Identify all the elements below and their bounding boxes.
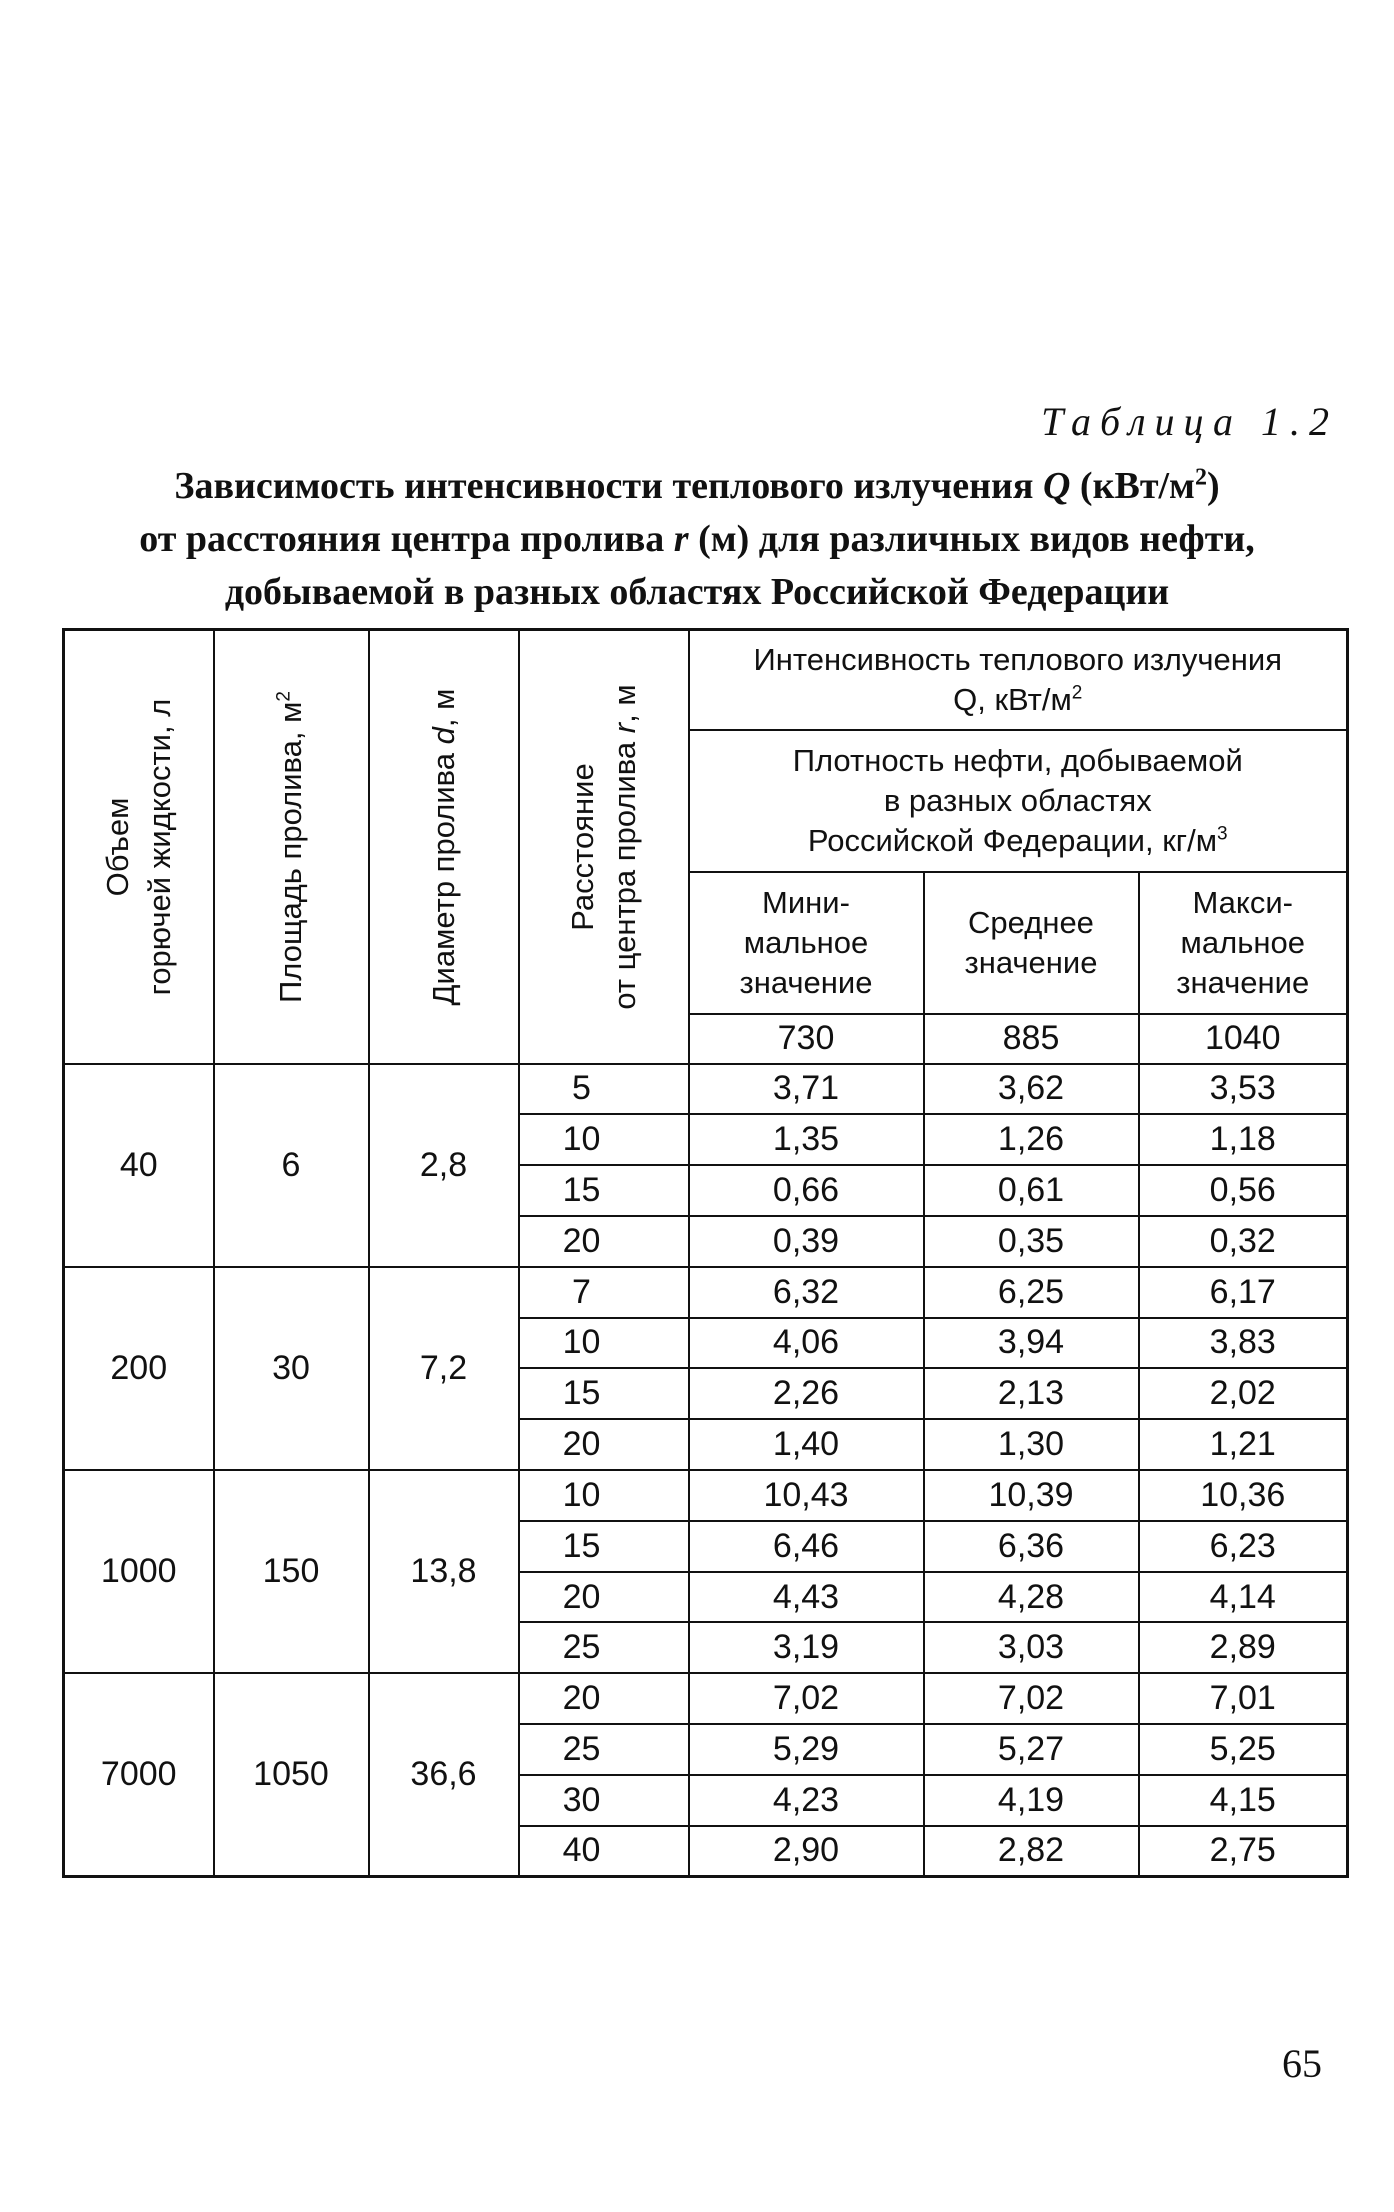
cell-distance: 15 xyxy=(519,1521,689,1572)
cell-avg: 4,28 xyxy=(924,1572,1139,1623)
header-density: Плотность нефти, добываемой в разных областях Российской Федерации, $кг/м^3$ xyxy=(689,730,1348,872)
cell-distance: 15 xyxy=(519,1368,689,1419)
cell-min: 5,29 xyxy=(689,1724,924,1775)
cell-area: 30 xyxy=(214,1267,369,1470)
cell-avg: 6,25 xyxy=(924,1267,1139,1318)
cell-volume: 1000 xyxy=(64,1470,214,1673)
cell-max: 10,36 xyxy=(1139,1470,1348,1521)
cell-max: 2,75 xyxy=(1139,1826,1348,1877)
cell-distance: 15 xyxy=(519,1165,689,1216)
cell-avg: 10,39 xyxy=(924,1470,1139,1521)
cell-avg: 0,61 xyxy=(924,1165,1139,1216)
cell-volume: 40 xyxy=(64,1064,214,1267)
cell-max: 1,18 xyxy=(1139,1114,1348,1165)
cell-min: 0,39 xyxy=(689,1216,924,1267)
table-row xyxy=(64,1470,1348,1521)
cell-min: 10,43 xyxy=(689,1470,924,1521)
cell-avg: 5,27 xyxy=(924,1724,1139,1775)
density-value-min: 730 xyxy=(689,1014,924,1064)
title-line-3: добываемой в разных областях Российской Федерации xyxy=(224,571,1170,613)
cell-min: 6,32 xyxy=(689,1267,924,1318)
density-value-avg: 885 xyxy=(924,1014,1139,1064)
header-area: Площадь пролива, $м^2$ xyxy=(214,630,369,1064)
cell-avg: 3,62 xyxy=(924,1064,1139,1115)
cell-min: 3,19 xyxy=(689,1622,924,1673)
cell-distance: 10 xyxy=(519,1114,689,1165)
title-line-1: Зависимость интенсивности теплового излучения Q $(кВт/м^2)$ xyxy=(174,464,1220,507)
page-number: 65 xyxy=(1282,2041,1322,2086)
cell-distance: 20 xyxy=(519,1673,689,1724)
cell-volume: 7000 xyxy=(64,1673,214,1876)
title-line-2: от расстояния центра пролива r (м) для различных видов нефти, xyxy=(139,518,1255,560)
cell-max: 1,21 xyxy=(1139,1419,1348,1470)
cell-max: 3,83 xyxy=(1139,1318,1348,1369)
table-body xyxy=(64,1064,1348,1877)
cell-max: 4,14 xyxy=(1139,1572,1348,1623)
table-row xyxy=(64,1267,1348,1318)
cell-avg: 2,13 xyxy=(924,1368,1139,1419)
header-diameter: Диаметр пролива d, м xyxy=(369,630,519,1064)
cell-diameter: 2,8 xyxy=(369,1064,519,1267)
cell-distance: 20 xyxy=(519,1419,689,1470)
cell-min: 2,90 xyxy=(689,1826,924,1877)
cell-max: 3,53 xyxy=(1139,1064,1348,1115)
cell-max: 2,02 xyxy=(1139,1368,1348,1419)
cell-area: 6 xyxy=(214,1064,369,1267)
cell-avg: 7,02 xyxy=(924,1673,1139,1724)
cell-diameter: 7,2 xyxy=(369,1267,519,1470)
cell-avg: 0,35 xyxy=(924,1216,1139,1267)
cell-distance: 10 xyxy=(519,1318,689,1369)
cell-distance: 30 xyxy=(519,1775,689,1826)
cell-distance: 25 xyxy=(519,1724,689,1775)
radiation-table xyxy=(62,628,1349,1878)
cell-max: 6,17 xyxy=(1139,1267,1348,1318)
cell-min: 2,26 xyxy=(689,1368,924,1419)
cell-min: 4,06 xyxy=(689,1318,924,1369)
cell-max: 0,32 xyxy=(1139,1216,1348,1267)
cell-max: 2,89 xyxy=(1139,1622,1348,1673)
cell-avg: 1,30 xyxy=(924,1419,1139,1470)
cell-max: 0,56 xyxy=(1139,1165,1348,1216)
header-min: Мини- мальное значение xyxy=(689,872,924,1014)
cell-distance: 25 xyxy=(519,1622,689,1673)
cell-min: 7,02 xyxy=(689,1673,924,1724)
cell-diameter: 13,8 xyxy=(369,1470,519,1673)
cell-max: 7,01 xyxy=(1139,1673,1348,1724)
cell-distance: 10 xyxy=(519,1470,689,1521)
cell-avg: 3,94 xyxy=(924,1318,1139,1369)
cell-min: 1,40 xyxy=(689,1419,924,1470)
header-distance: Расстояние от центра пролива r, м xyxy=(519,630,689,1064)
cell-distance: 5 xyxy=(519,1064,689,1115)
table-row xyxy=(64,1064,1348,1115)
density-value-max: 1040 xyxy=(1139,1014,1348,1064)
cell-avg: 3,03 xyxy=(924,1622,1139,1673)
cell-min: 4,43 xyxy=(689,1572,924,1623)
cell-min: 3,71 xyxy=(689,1064,924,1115)
header-intensity: Интенсивность теплового излучения Q, кВт/$м^2$ xyxy=(689,630,1348,730)
table-caption: Таблица 1.2 xyxy=(1041,399,1338,444)
cell-area: 150 xyxy=(214,1470,369,1673)
cell-avg: 1,26 xyxy=(924,1114,1139,1165)
header-max: Макси- мальное значение xyxy=(1139,872,1348,1014)
cell-volume: 200 xyxy=(64,1267,214,1470)
cell-distance: 7 xyxy=(519,1267,689,1318)
cell-min: 6,46 xyxy=(689,1521,924,1572)
cell-min: 0,66 xyxy=(689,1165,924,1216)
header-avg: Среднее значение xyxy=(924,872,1139,1014)
cell-min: 4,23 xyxy=(689,1775,924,1826)
cell-max: 5,25 xyxy=(1139,1724,1348,1775)
cell-avg: 2,82 xyxy=(924,1826,1139,1877)
header-volume: Объем горючей жидкости, л xyxy=(64,630,214,1064)
cell-max: 4,15 xyxy=(1139,1775,1348,1826)
cell-distance: 20 xyxy=(519,1572,689,1623)
cell-avg: 4,19 xyxy=(924,1775,1139,1826)
cell-avg: 6,36 xyxy=(924,1521,1139,1572)
cell-distance: 40 xyxy=(519,1826,689,1877)
table-row xyxy=(64,1673,1348,1724)
cell-diameter: 36,6 xyxy=(369,1673,519,1876)
table-title xyxy=(60,460,1334,619)
cell-max: 6,23 xyxy=(1139,1521,1348,1572)
cell-distance: 20 xyxy=(519,1216,689,1267)
cell-area: 1050 xyxy=(214,1673,369,1876)
cell-min: 1,35 xyxy=(689,1114,924,1165)
